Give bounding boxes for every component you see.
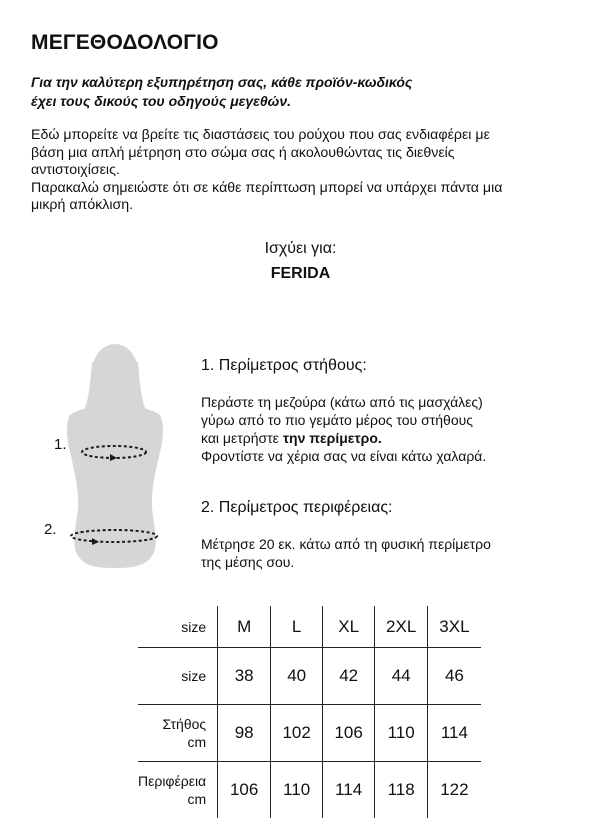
intro-line-4: Παρακαλώ σημειώστε ότι σε κάθε περίπτωση μπορεί να υπάρχει πάντα μια (31, 179, 503, 196)
row-label: size (181, 619, 207, 636)
intro-line-1: Εδώ μπορείτε να βρείτε τις διαστάσεις του ρούχου που σας ενδιαφέρει με (31, 127, 490, 143)
chest-line-3-bold: την περίμετρο. (282, 430, 382, 446)
table-row (138, 761, 481, 818)
chest-line-3-start: και μετρήστε (201, 430, 283, 446)
table-cell: 114 (428, 704, 481, 761)
hips-measurement-title: 2. Περίμετρος περιφέρειας: (201, 499, 393, 516)
table-cell: 102 (271, 704, 323, 761)
table-cell: 44 (375, 647, 428, 704)
table-cell: 3XL (428, 606, 481, 647)
table-cell: 118 (375, 761, 428, 818)
table-cell: 122 (428, 761, 481, 818)
table-cell: 42 (323, 647, 375, 704)
row-label-line-1: Στήθος (162, 715, 207, 732)
table-row (138, 647, 481, 704)
row-label (138, 704, 218, 761)
size-table (138, 606, 481, 818)
table-cell: 38 (218, 647, 271, 704)
intro-line-5: μικρή απόκλιση. (31, 197, 134, 213)
table-cell: 106 (218, 761, 271, 818)
table-cell: 110 (375, 704, 428, 761)
page-title: ΜΕΓΕΘΟΔΟΛΟΓΙΟ (31, 31, 219, 54)
product-name: FERIDA (270, 265, 331, 282)
intro-line-2: βάση μια απλή μέτρηση στο σώμα σας ή ακολουθώντας τις διεθνείς (31, 144, 455, 161)
table-cell: XL (323, 606, 375, 647)
table-cell: 46 (428, 647, 481, 704)
subtitle (31, 73, 551, 111)
table-row (138, 704, 481, 761)
row-label-line-1: Περιφέρεια (138, 772, 207, 789)
marker-chest: 1. (54, 436, 67, 453)
row-label: size (138, 647, 218, 704)
hips-line-2: της μέσης σου. (201, 554, 295, 570)
intro-line-3: αντιστοιχίσεις. (31, 162, 120, 178)
chest-line-1: Περάστε τη μεζούρα (κάτω από τις μασχάλες) (201, 394, 483, 410)
table-cell: 40 (271, 647, 323, 704)
table-cell: 110 (271, 761, 323, 818)
chest-line-4: Φροντίστε να χέρια σας να είναι κάτω χαλαρά. (201, 448, 487, 464)
row-label (138, 761, 218, 818)
table-cell: 98 (218, 704, 271, 761)
table-cell: 2XL (375, 606, 428, 647)
table-cell: 114 (323, 761, 375, 818)
hips-measurement-text (201, 535, 561, 571)
table-cell: 106 (323, 704, 375, 761)
chest-measurement-text (201, 393, 561, 465)
table-cell: M (218, 606, 271, 647)
table-cell: L (271, 606, 323, 647)
marker-hips: 2. (44, 521, 57, 538)
body-silhouette-icon (50, 340, 180, 580)
subtitle-line-1: Για την καλύτερη εξυπηρέτηση σας, κάθε προϊόν-κωδικός (31, 74, 413, 90)
table-row (138, 606, 481, 647)
chest-line-3 (201, 429, 561, 447)
chest-measurement-title: 1. Περίμετρος στήθους: (201, 357, 367, 374)
intro-text (31, 127, 571, 215)
chest-line-2: γύρω από το πιο γεμάτο μέρος του στήθους (201, 412, 474, 428)
hips-line-1: Μέτρησε 20 εκ. κάτω από τη φυσική περίμετρο (201, 536, 491, 552)
row-label-line-2: cm (187, 733, 207, 750)
applies-label: Ισχύει για: (264, 240, 337, 257)
subtitle-line-2: έχει τους δικούς του οδηγούς μεγεθών. (31, 93, 291, 109)
row-label-line-2: cm (187, 790, 207, 807)
